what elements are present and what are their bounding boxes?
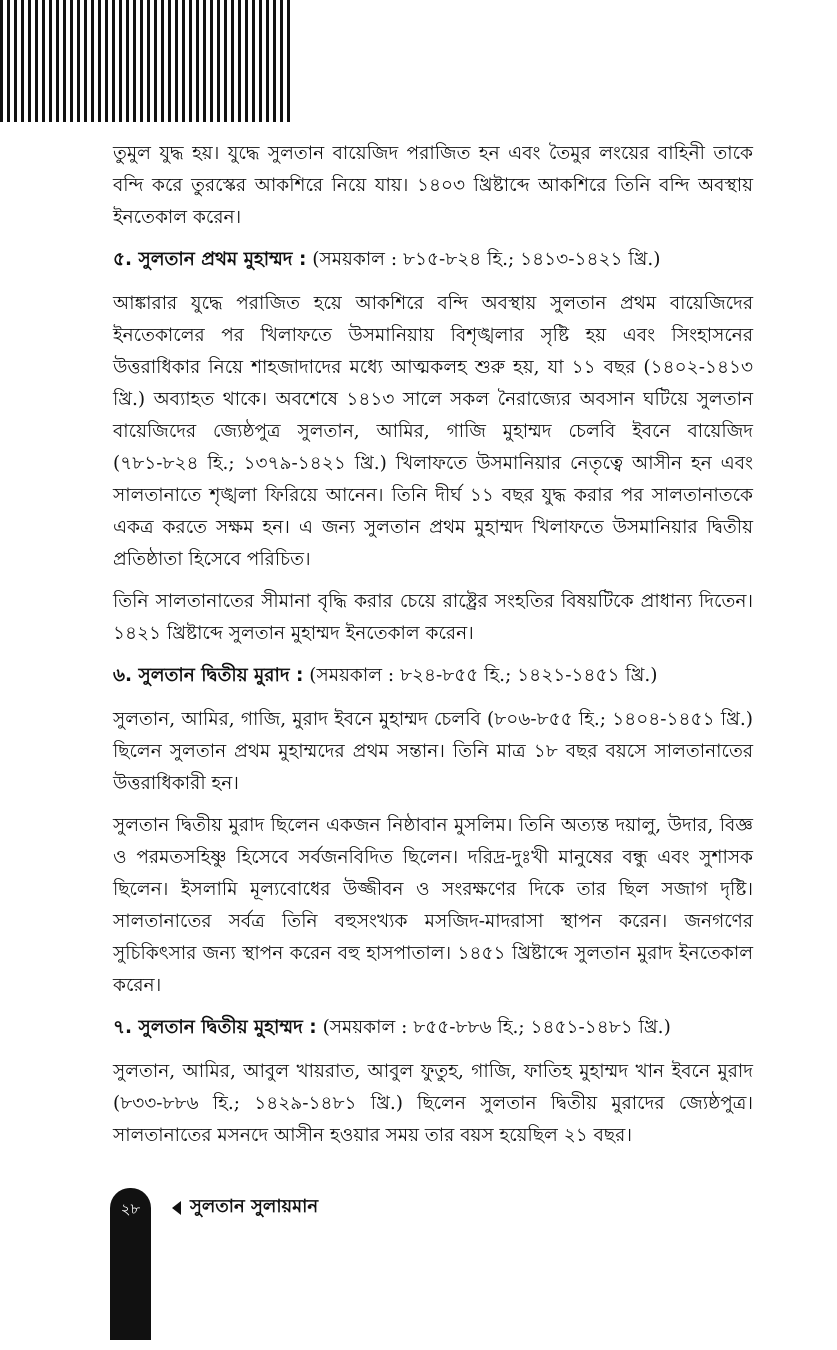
- section-title: ৭. সুলতান দ্বিতীয় মুহাম্মদ :: [113, 1017, 317, 1038]
- section-heading-6: [113, 660, 753, 692]
- paragraph: সুলতান, আমির, গাজি, মুরাদ ইবনে মুহাম্মদ চেলবি (৮০৬-৮৫৫ হি.; ১৪০৪-১৪৫১ খ্রি.) ছিলেন সুলতান প্রথম মুহাম্মদের প্রথম সন্তান। তিনি মাত্র ১৮ বছর বয়সে সালতানাতের উত্তরাধিকারী হন।: [113, 709, 753, 794]
- paragraph: তুমুল যুদ্ধ হয়। যুদ্ধে সুলতান বায়েজিদ পরাজিত হন এবং তৈমুর লংয়ের বাহিনী তাকে বন্দি করে তুরস্কের আকশিরে নিয়ে যায়। ১৪০৩ খ্রিষ্টাব্দে আকশিরে তিনি বন্দি অবস্থায় ইনতেকাল করেন।: [113, 143, 753, 228]
- section-title: ৫. সুলতান প্রথম মুহাম্মদ :: [113, 249, 307, 270]
- book-title: সুলতান সুলায়মান: [190, 1196, 319, 1217]
- page-number: ২৮: [120, 1200, 141, 1218]
- paragraph: আঙ্কারার যুদ্ধে পরাজিত হয়ে আকশিরে বন্দি অবস্থায় সুলতান প্রথম বায়েজিদের ইনতেকালের পর খিলাফতে উসমানিয়ায় বিশৃঙ্খলার সৃষ্টি হয় এবং সিংহাসনের উত্তরাধিকার নিয়ে শাহজাদাদের মধ্যে আত্মকলহ শুরু হয়, যা ১১ বছর (১৪০২-১৪১৩ খ্রি.) অব্যাহত থাকে। অবশেষে ১৪১৩ সালে সকল নৈরাজ্যের অবসান ঘটিয়ে সুলতান বায়েজিদের জ্যেষ্ঠপুত্র সুলতান, আমির, গাজি মুহাম্মদ চেলবি ইবনে বায়েজিদ (৭৮১-৮২৪ হি.; ১৩৭৯-১৪২১ খ্রি.) খিলাফতে উসমানিয়ার নেতৃত্বে আসীন হন এবং সালতানাতে শৃঙ্খলা ফিরিয়ে আনেন। তিনি দীর্ঘ ১১ বছর যুদ্ধ করার পর সালতানাতকে একত্র করতে সক্ষম হন। এ জন্য সুলতান প্রথম মুহাম্মদ খিলাফতে উসমানিয়ার দ্বিতীয় প্রতিষ্ঠাতা হিসেবে পরিচিত।: [113, 293, 753, 570]
- section-heading-7: [113, 1012, 753, 1044]
- page-body: [113, 138, 753, 1162]
- section-heading-5: [113, 244, 753, 276]
- section-period: (সময়কাল : ৮২৪-৮৫৫ হি.; ১৪২১-১৪৫১ খ্রি.): [309, 665, 658, 686]
- section-title: ৬. সুলতান দ্বিতীয় মুরাদ :: [113, 665, 304, 686]
- paragraph: তিনি সালতানাতের সীমানা বৃদ্ধি করার চেয়ে রাষ্ট্রের সংহতির বিষয়টিকে প্রাধান্য দিতেন। ১৪২১ খ্রিষ্টাব্দে সুলতান মুহাম্মদ ইনতেকাল করেন।: [113, 591, 753, 644]
- triangle-left-icon: [172, 1201, 181, 1215]
- paragraph: সুলতান দ্বিতীয় মুরাদ ছিলেন একজন নিষ্ঠাবান মুসলিম। তিনি অত্যন্ত দয়ালু, উদার, বিজ্ঞ ও পরমতসহিষ্ণু হিসেবে সর্বজনবিদিত ছিলেন। দরিদ্র-দুঃখী মানুষের বন্ধু এবং সুশাসক ছিলেন। ইসলামি মূল্যবোধের উজ্জীবন ও সংরক্ষণের দিকে তার ছিল সজাগ দৃষ্টি। সালতানাতের সর্বত্র তিনি বহুসংখ্যক মসজিদ-মাদরাসা স্থাপন করেন। জনগণের সুচিকিৎসার জন্য স্থাপন করেন বহু হাসপাতাল। ১৪৫১ খ্রিষ্টাব্দে সুলতান মুরাদ ইনতেকাল করেন।: [113, 815, 753, 996]
- paragraph: সুলতান, আমির, আবুল খায়রাত, আবুল ফুতুহ, গাজি, ফাতিহ মুহাম্মদ খান ইবনে মুরাদ (৮৩৩-৮৮৬ হি.; ১৪২৯-১৪৮১ খ্রি.) ছিলেন সুলতান দ্বিতীয় মুরাদের জ্যেষ্ঠপুত্র। সালতানাতের মসনদে আসীন হওয়ার সময় তার বয়স হয়েছিল ২১ বছর।: [113, 1061, 753, 1146]
- section-period: (সময়কাল : ৮১৫-৮২৪ হি.; ১৪১৩-১৪২১ খ্রি.): [312, 249, 661, 270]
- barcode-decoration: [0, 0, 290, 122]
- section-period: (সময়কাল : ৮৫৫-৮৮৬ হি.; ১৪৫১-১৪৮১ খ্রি.): [322, 1017, 671, 1038]
